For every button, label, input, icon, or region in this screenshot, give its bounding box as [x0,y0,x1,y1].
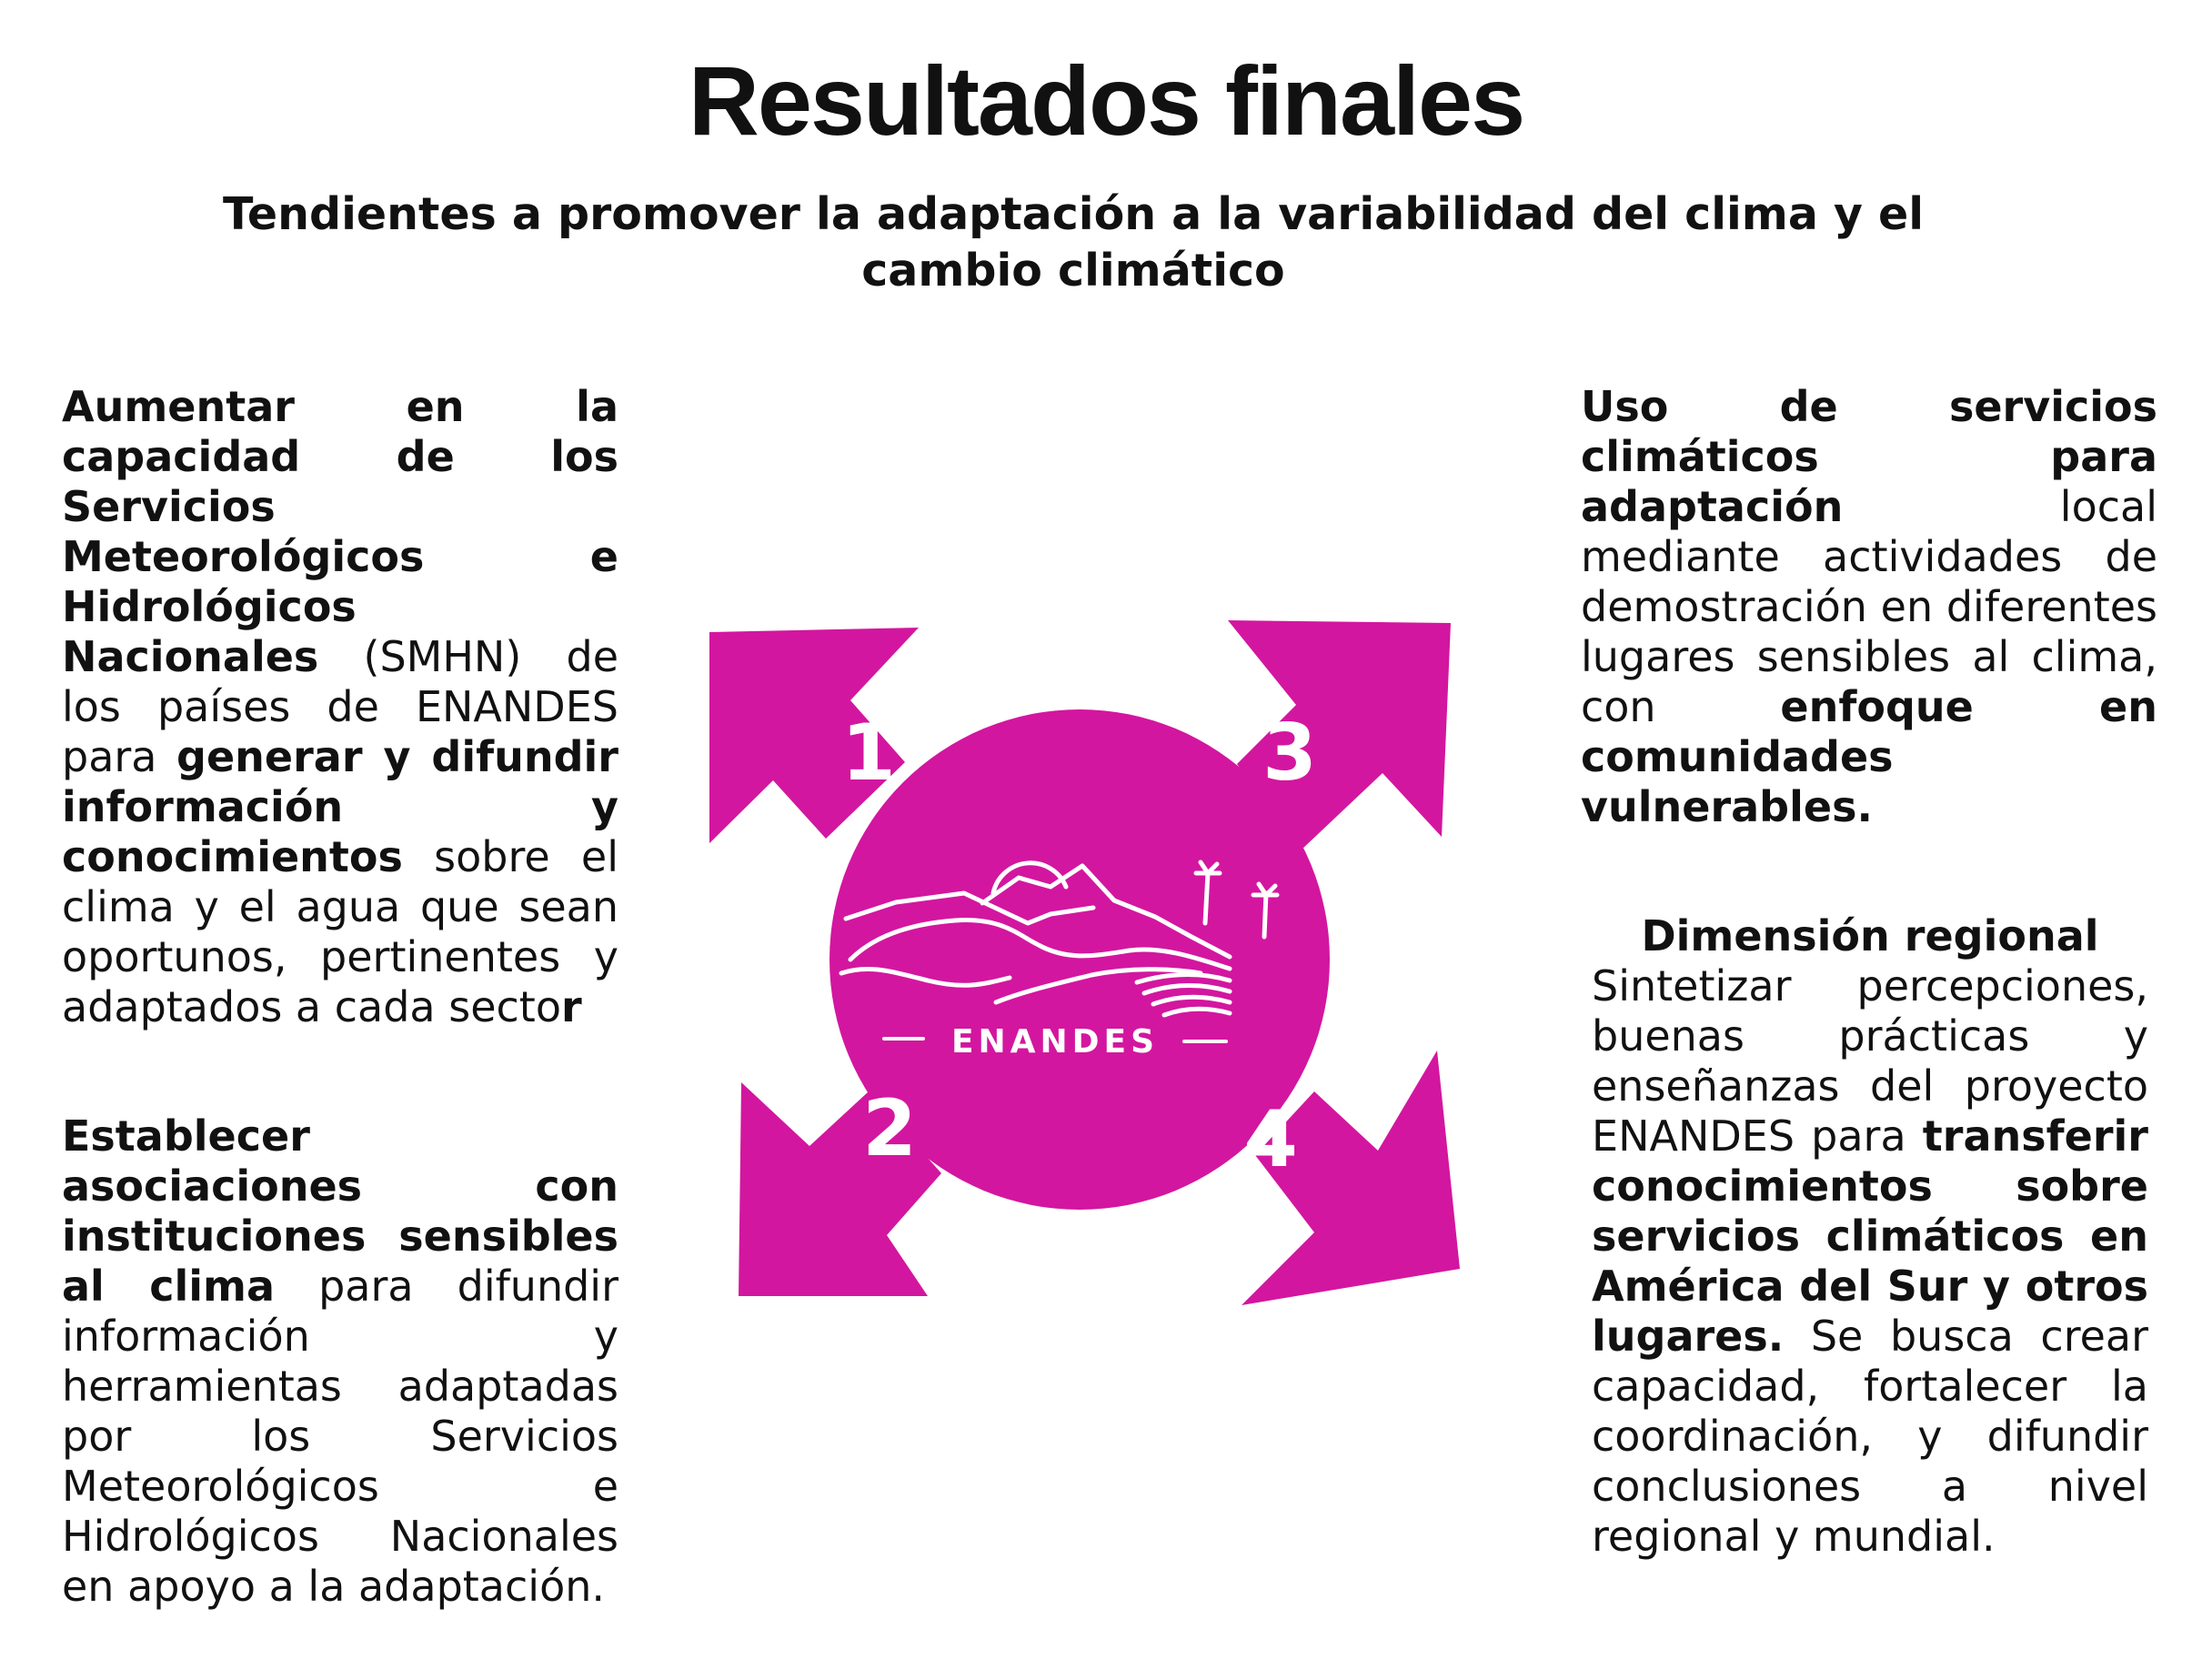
outcome-3-emphasis-a: Uso de servicios climáticos para adaptación [1581,382,2157,531]
step-number-4: 4 [1243,1094,1298,1185]
outcome-1-regular-a: (SMHN) de los países de ENANDES para [62,632,618,781]
step-number-3: 3 [1262,708,1317,799]
step-number-1: 1 [841,708,896,799]
outcome-2-regular: para difundir información y herramientas adaptadas por los Servicios Meteorológicos e Hidrológicos Nacionales en apoyo a la adaptación. [62,1262,618,1611]
outcome-1-regular-b: sobre el clima y el agua que sean oportunos, pertinentes y adaptados a cada secto [62,832,618,1031]
logo-wordmark: ENANDES [950,1023,1160,1061]
outcome-2-emphasis: Establecer asociaciones con instituciones sensibles al clima [62,1111,618,1311]
outcome-1-text [62,382,618,1032]
outcome-4-regular-b: Se busca crear capacidad, fortalecer la coordinación, y difundir conclusiones a nivel regional y mundial. [1592,1312,2148,1561]
enandes-arrows-diagram [709,600,1483,1328]
outcome-1-emphasis-b: generar y difundir información y conocimientos [62,732,618,881]
page-subtitle: Tendientes a promover la adaptación a la variabilidad del clima y el cambio climático [222,188,1924,297]
outcome-3-emphasis-b: enfoque en comunidades vulnerables. [1581,682,2157,831]
page-title: Resultados finales [688,45,1524,156]
outcome-2-text [62,1111,618,1612]
outcome-4-heading: Dimensión regional [1641,911,2099,960]
step-number-2: 2 [862,1083,917,1174]
outcome-4-emphasis: transferir conocimientos sobre servicios climáticos en América del Sur y otros lugares. [1592,1111,2148,1361]
outcome-1-emphasis-a: Aumentar en la capacidad de los Servicios Meteorológicos e Hidrológicos Nacionales [62,382,618,681]
outcome-3-regular: local mediante actividades de demostración en diferentes lugares sensibles al clima, con [1581,482,2157,731]
diagram-shapes [709,620,1460,1305]
outcome-1-emphasis-c: r [560,982,582,1031]
outcome-3-text [1581,382,2157,832]
outcome-4-regular-a: Sintetizar percepciones, buenas prácticas y enseñanzas del proyecto ENANDES para [1592,961,2148,1161]
outcome-4-text [1592,911,2148,1562]
